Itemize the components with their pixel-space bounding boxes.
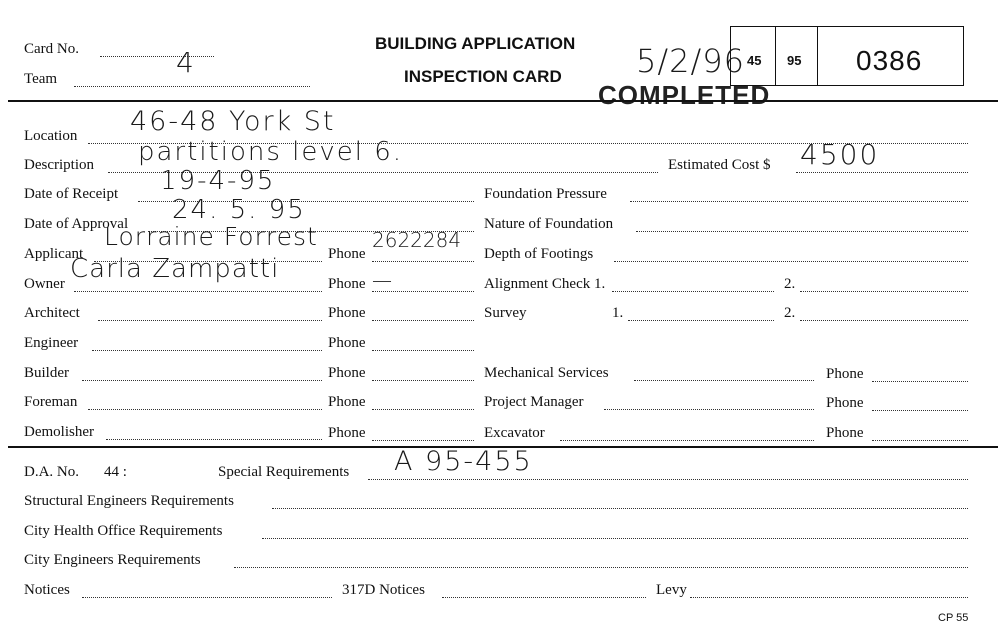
architect-phone-field[interactable] (372, 320, 474, 321)
estimated-cost-value: 4500 (800, 138, 880, 171)
estimated-cost-field[interactable] (796, 172, 968, 173)
card-number: 0386 (856, 45, 923, 76)
card-no-label: Card No. (24, 41, 79, 57)
location-label: Location (24, 128, 78, 144)
nature-of-foundation-label: Nature of Foundation (484, 216, 614, 232)
form-subtitle: INSPECTION CARD (404, 67, 562, 86)
card-no-field[interactable] (100, 56, 214, 57)
builder-phone-field[interactable] (372, 380, 474, 381)
nature-of-foundation-field[interactable] (636, 231, 968, 232)
excavator-phone-field[interactable] (872, 440, 968, 441)
alignment-check-1-field[interactable] (612, 291, 774, 292)
estimated-cost-label: Estimated Cost $ (668, 157, 771, 173)
city-engineers-requirements-field[interactable] (234, 567, 968, 568)
builder-field[interactable] (82, 380, 322, 381)
date-of-receipt-value: 19-4-95 (160, 166, 276, 196)
architect-phone-label: Phone (328, 305, 366, 321)
owner-phone-label: Phone (328, 276, 366, 292)
box-divider-2 (817, 27, 818, 85)
owner-value: Carla Zampatti (70, 254, 280, 284)
notices-317d-field[interactable] (442, 597, 646, 598)
project-manager-phone-label: Phone (826, 395, 864, 411)
engineer-phone-field[interactable] (372, 350, 474, 351)
owner-field[interactable] (74, 291, 322, 292)
completed-stamp: COMPLETED (598, 80, 771, 110)
alignment-check-2-label: 2. (784, 276, 796, 292)
applicant-phone-value: 2622284 (372, 228, 462, 252)
survey-label: Survey (484, 305, 527, 321)
alignment-check-2-field[interactable] (800, 291, 968, 292)
city-engineers-requirements-label: City Engineers Requirements (24, 552, 201, 568)
box-code-b: 95 (787, 53, 802, 68)
date-of-receipt-label: Date of Receipt (24, 186, 119, 202)
demolisher-label: Demolisher (24, 424, 94, 440)
notices-label: Notices (24, 582, 70, 598)
mechanical-services-label: Mechanical Services (484, 365, 609, 381)
project-manager-phone-field[interactable] (872, 410, 968, 411)
form-title: BUILDING APPLICATION (375, 34, 576, 53)
applicant-label: Applicant (24, 246, 84, 262)
demolisher-phone-field[interactable] (372, 440, 474, 441)
survey-2-label: 2. (784, 305, 796, 321)
date-of-approval-label: Date of Approval (24, 216, 129, 232)
engineer-label: Engineer (24, 335, 79, 351)
handwritten-date: 5/2/96 (636, 42, 745, 80)
description-label: Description (24, 157, 94, 173)
box-code-a: 45 (747, 53, 762, 68)
box-divider-1 (775, 27, 776, 85)
special-requirements-label: Special Requirements (218, 464, 350, 480)
da-no-label: D.A. No. (24, 464, 79, 480)
reference-box (730, 26, 964, 86)
header-rule (8, 100, 998, 102)
health-requirements-field[interactable] (262, 538, 968, 539)
depth-of-footings-label: Depth of Footings (484, 246, 594, 262)
engineer-phone-label: Phone (328, 335, 366, 351)
excavator-label: Excavator (484, 425, 545, 441)
special-requirements-field[interactable] (368, 479, 968, 480)
description-value: partitions level 6. (138, 137, 404, 167)
owner-phone-value: — (372, 268, 394, 292)
demolisher-field[interactable] (106, 439, 322, 440)
applicant-value: Lorraine Forrest (104, 222, 318, 251)
date-of-approval-value: 24. 5. 95 (172, 195, 306, 225)
foreman-field[interactable] (88, 409, 322, 410)
applicant-phone-label: Phone (328, 246, 366, 262)
project-manager-field[interactable] (604, 409, 814, 410)
builder-phone-label: Phone (328, 365, 366, 381)
depth-of-footings-field[interactable] (614, 261, 968, 262)
foundation-pressure-field[interactable] (630, 201, 968, 202)
team-value: 4 (176, 46, 196, 79)
owner-label: Owner (24, 276, 65, 292)
special-requirements-value: A 95-455 (394, 446, 533, 477)
survey-1-label: 1. (612, 305, 624, 321)
location-value: 46-48 York St (130, 106, 336, 137)
builder-label: Builder (24, 365, 69, 381)
foreman-phone-field[interactable] (372, 409, 474, 410)
project-manager-label: Project Manager (484, 394, 584, 410)
applicant-phone-field[interactable] (372, 261, 474, 262)
team-field[interactable] (74, 86, 310, 87)
foreman-phone-label: Phone (328, 394, 366, 410)
notices-field[interactable] (82, 597, 332, 598)
alignment-check-label: Alignment Check 1. (484, 276, 606, 292)
team-label: Team (24, 71, 58, 87)
mechanical-services-field[interactable] (634, 380, 814, 381)
survey-1-field[interactable] (628, 320, 774, 321)
levy-label: Levy (656, 582, 687, 598)
health-requirements-label: City Health Office Requirements (24, 523, 223, 539)
notices-317d-label: 317D Notices (342, 582, 425, 598)
architect-label: Architect (24, 305, 80, 321)
demolisher-phone-label: Phone (328, 425, 366, 441)
da-no-value: 44 : (104, 464, 127, 480)
excavator-phone-label: Phone (826, 425, 864, 441)
levy-field[interactable] (690, 597, 968, 598)
structural-requirements-label: Structural Engineers Requirements (24, 493, 234, 509)
excavator-field[interactable] (560, 440, 814, 441)
foreman-label: Foreman (24, 394, 78, 410)
structural-requirements-field[interactable] (272, 508, 968, 509)
mechanical-services-phone-field[interactable] (872, 381, 968, 382)
survey-2-field[interactable] (800, 320, 968, 321)
foundation-pressure-label: Foundation Pressure (484, 186, 607, 202)
architect-field[interactable] (98, 320, 322, 321)
engineer-field[interactable] (92, 350, 322, 351)
form-code: CP 55 (938, 612, 969, 624)
mechanical-services-phone-label: Phone (826, 366, 864, 382)
